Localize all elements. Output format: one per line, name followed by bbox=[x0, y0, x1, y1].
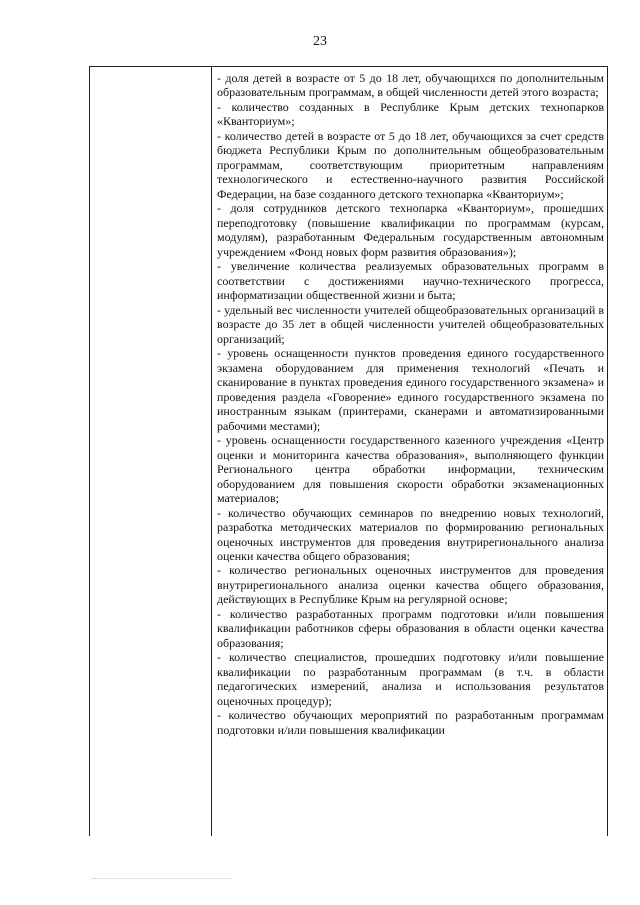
indicator-item: - доля детей в возрасте от 5 до 18 лет, обучающихся по дополнительным образовательным программам, в общей численности детей этого возраста; bbox=[217, 71, 604, 100]
page-number: 23 bbox=[313, 34, 327, 49]
table-left-cell bbox=[90, 67, 212, 836]
indicator-item: - количество разработанных программ подготовки и/или повышения квалификации работников сферы образования в области оценки качества образования; bbox=[217, 606, 604, 650]
indicator-item: - количество региональных оценочных инструментов для проведения внутрирегионального анализа оценки качества общего образования, действующих в Республике Крым на регулярной основе; bbox=[217, 563, 604, 607]
scan-artifact bbox=[92, 878, 232, 880]
indicator-item: - удельный вес численности учителей общеобразовательных организаций в возрасте до 35 лет в общей численности учителей общеобразовательных организаций; bbox=[217, 302, 604, 346]
indicator-item: - уровень оснащенности государственного казенного учреждения «Центр оценки и мониторинга качества образования», выполняющего функции Регионального центра обработки информации, техническим оборудованием для повышения скорости обработки экзаменационных материалов; bbox=[217, 433, 604, 506]
indicator-item: - количество обучающих мероприятий по разработанным программам подготовки и/или повышения квалификации bbox=[217, 708, 604, 737]
indicators-table bbox=[89, 66, 608, 836]
indicator-item: - количество обучающих семинаров по внедрению новых технологий, разработка методических материалов по формированию региональных оценочных инструментов для проведения внутрирегионального анализа оценки качества общего образования; bbox=[217, 505, 604, 563]
indicator-item: - количество детей в возрасте от 5 до 18 лет, обучающихся за счет средств бюджета Республики Крым по дополнительным общеобразовательным программам, соответствующим приоритетным направлениям технологического и естественно-научного развития Российской Федерации, на базе созданного детского технопарка «Кванториум»; bbox=[217, 128, 604, 201]
indicator-item: - количество специалистов, прошедших подготовку и/или повышение квалификации по разработанным программам (в т.ч. в области педагогических измерений, анализа и использования результатов оценочных процедур); bbox=[217, 650, 604, 708]
indicator-item: - количество созданных в Республике Крым детских технопарков «Кванториум»; bbox=[217, 99, 604, 129]
indicator-item: - увеличение количества реализуемых образовательных программ в соответствии с достижениями научно-технического прогресса, информатизации общественной жизни и быта; bbox=[217, 259, 604, 303]
indicator-item: - уровень оснащенности пунктов проведения единого государственного экзамена оборудованием для применения технологий «Печать и сканирование в пунктах проведения единого государственного экзамена» и проведения раздела «Говорение» единого государственного экзамена по иностранным языкам (принтерами, сканерами и автоматизированными рабочими местами); bbox=[217, 346, 604, 433]
indicator-item: - доля сотрудников детского технопарка «Кванториум», прошедших переподготовку (повышение квалификации по программам (курсам, модулям), разработанным Федеральным государственным автономным учреждением «Фонд новых форм развития образования»); bbox=[217, 201, 604, 259]
table-right-cell bbox=[217, 71, 604, 836]
